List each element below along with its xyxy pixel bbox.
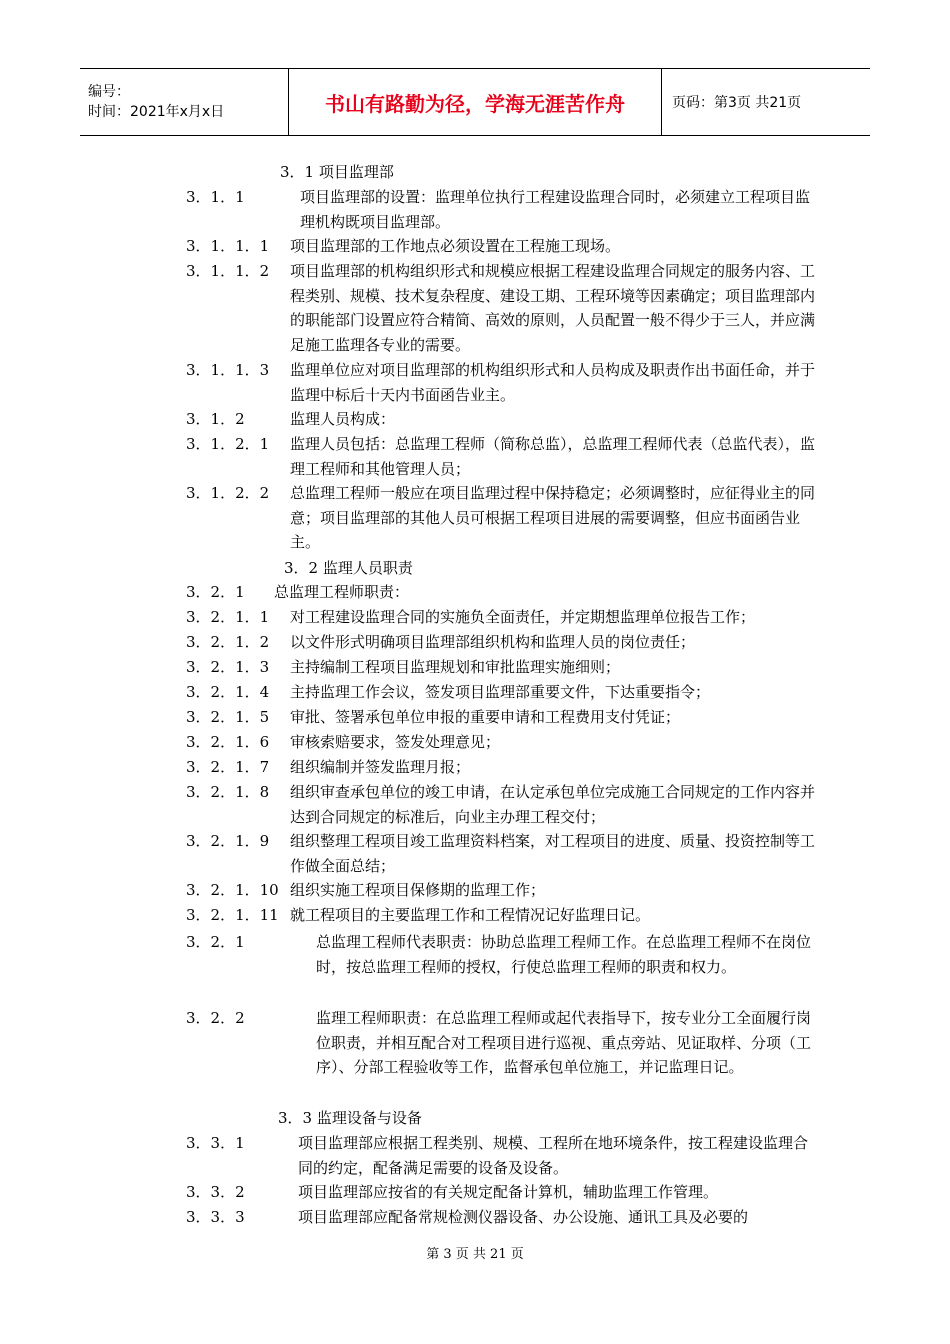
clause-text: 总监理工程师代表职责：协助总监理工程师工作。在总监理工程师不在岗位时，按总监理工程师的授权，行使总监理工程师的职责和权力。 [316, 933, 812, 976]
clause-text: 就工程项目的主要监理工作和工程情况记好监理日记。 [290, 906, 651, 924]
header-motto: 书山有路勤为径，学海无涯苦作舟 [289, 69, 662, 136]
clause-text: 监理工程师职责：在总监理工程师或起代表指导下，按专业分工全面履行岗位职责，并相互配合对工程项目进行巡视、重点旁站、见证取样、分项（工序）、分部工程验收等工作，监督承包单位施工，并记监理日记。 [316, 1009, 812, 1076]
clause-number: 3．1．1．1 [186, 237, 270, 255]
clause-number: 3．2．1．2 [186, 633, 270, 651]
clause-number: 3．2．1．4 [186, 683, 270, 701]
clause-text: 项目监理部应根据工程类别、规模、工程所在地环境条件，按工程建设监理合同的约定，配备满足需要的设备及设备。 [298, 1134, 809, 1177]
clause-text: 组织审查承包单位的竣工申请，在认定承包单位完成施工合同规定的工作内容并达到合同规定的标准后，向业主办理工程交付； [290, 783, 816, 826]
clause-text: 总监理工程师一般应在项目监理过程中保持稳定；必须调整时，应征得业主的同意；项目监理部的其他人员可根据工程项目进展的需要调整，但应书面函告业主。 [290, 484, 816, 551]
clause-text: 项目监理部应配备常规检测仪器设备、办公设施、通讯工具及必要的 [298, 1208, 749, 1226]
clause-number: 3．2．1．11 [186, 906, 279, 924]
clause-text: 监理人员包括：总监理工程师（简称总监），总监理工程师代表（总监代表），监理工程师和其他管理人员； [290, 435, 816, 478]
clause-text: 项目监理部的设置：监理单位执行工程建设监理合同时，必须建立工程项目监理机构既项目监理部。 [300, 188, 811, 231]
clause-number: 3．1．2 [186, 410, 245, 428]
clause-text: 组织整理工程项目竣工监理资料档案，对工程项目的进度、质量、投资控制等工作做全面总结； [290, 832, 816, 875]
clause-text: 主持编制工程项目监理规划和审批监理实施细则； [290, 658, 621, 676]
clause-number: 3．2．2 [186, 1009, 245, 1027]
clause-text: 项目监理部的工作地点必须设置在工程施工现场。 [290, 237, 621, 255]
document-number-label: 编号： [88, 84, 130, 100]
clause-number: 3．1．2．1 [186, 435, 270, 453]
clause-number: 3．1．1 [186, 188, 245, 206]
clause-text: 以文件形式明确项目监理部组织机构和监理人员的岗位责任； [290, 633, 696, 651]
section-heading: 3．2 监理人员职责 [284, 559, 413, 577]
clause-number: 3．2．1 [186, 583, 245, 601]
section-heading: 3．3 监理设备与设备 [278, 1109, 422, 1127]
clause-number: 3．2．1．3 [186, 658, 270, 676]
clause-number: 3．2．1．6 [186, 733, 270, 751]
clause-text: 项目监理部的机构组织形式和规模应根据工程建设监理合同规定的服务内容、工程类别、规模、技术复杂程度、建设工期、工程环境等因素确定；项目监理部内的职能部门设置应符合精简、高效的原则，人员配置一般不得少于三人，并应满足施工监理各专业的需要。 [290, 262, 816, 354]
clause-number: 3．1．1．2 [186, 262, 270, 280]
clause-number: 3．2．1．5 [186, 708, 270, 726]
clause-text: 组织实施工程项目保修期的监理工作； [290, 881, 546, 899]
clause-text: 总监理工程师职责： [274, 583, 410, 601]
clause-number: 3．2．1．1 [186, 608, 270, 626]
clause-number: 3．2．1．10 [186, 881, 279, 899]
clause-number: 3．1．2．2 [186, 484, 270, 502]
header-meta [80, 69, 289, 136]
clause-text: 审批、签署承包单位申报的重要申请和工程费用支付凭证； [290, 708, 681, 726]
clause-number: 3．2．1 [186, 933, 245, 951]
clause-number: 3．3．2 [186, 1183, 245, 1201]
clause-number: 3．3．3 [186, 1208, 245, 1226]
clause-number: 3．2．1．8 [186, 783, 270, 801]
clause-text: 组织编制并签发监理月报； [290, 758, 471, 776]
clause-text: 监理人员构成： [290, 410, 396, 428]
clause-text: 对工程建设监理合同的实施负全面责任，并定期想监理单位报告工作； [290, 608, 756, 626]
clause-text: 项目监理部应按省的有关规定配备计算机，辅助监理工作管理。 [298, 1183, 719, 1201]
section-heading: 3．1 项目监理部 [280, 163, 394, 181]
clause-text: 主持监理工作会议，签发项目监理部重要文件，下达重要指令； [290, 683, 711, 701]
page-header [80, 68, 870, 136]
page-footer: 第 3 页 共 21 页 [426, 1247, 524, 1262]
clause-number: 3．2．1．7 [186, 758, 270, 776]
clause-text: 审核索赔要求，签发处理意见； [290, 733, 501, 751]
header-page-info: 页码：第3页 共21页 [662, 69, 871, 136]
clause-number: 3．3．1 [186, 1134, 245, 1152]
clause-number: 3．2．1．9 [186, 832, 270, 850]
document-date-label: 时间：2021年x月x日 [88, 104, 225, 120]
clause-number: 3．1．1．3 [186, 361, 270, 379]
clause-text: 监理单位应对项目监理部的机构组织形式和人员构成及职责作出书面任命，并于监理中标后十天内书面函告业主。 [290, 361, 816, 404]
